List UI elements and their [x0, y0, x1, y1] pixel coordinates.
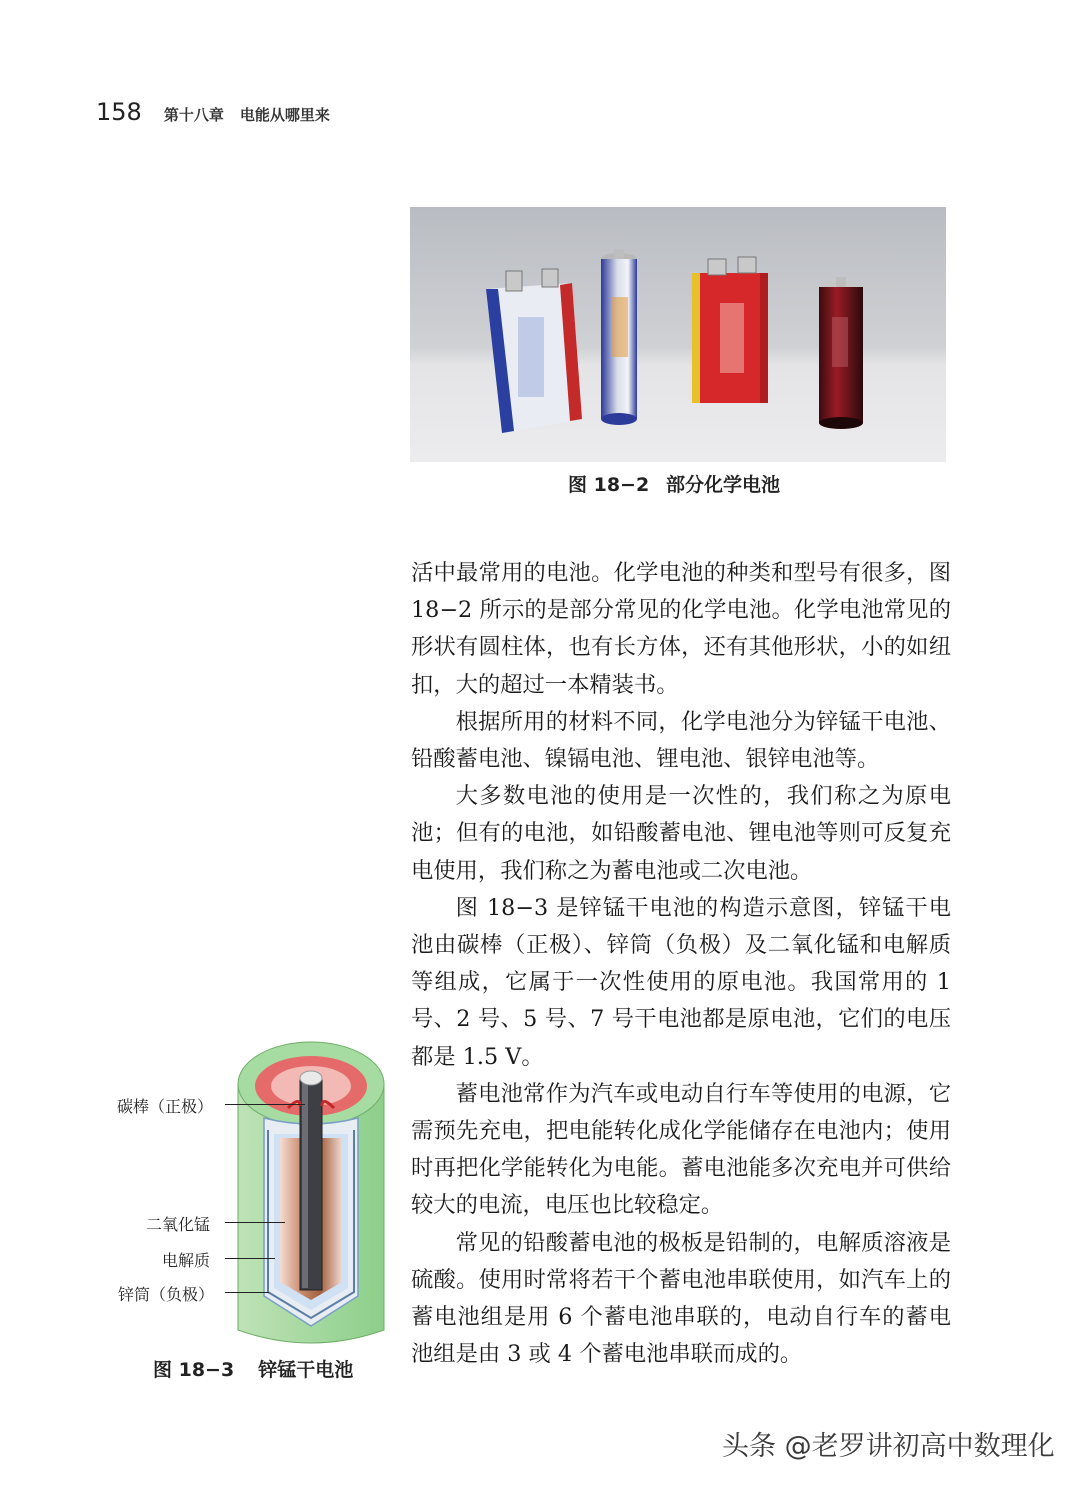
paragraph-3: 大多数电池的使用是一次性的，我们称之为原电池；但有的电池，如铅酸蓄电池、锂电池等则可反复充电使用，我们称之为蓄电池或二次电池。 — [411, 783, 951, 884]
chapter-title: 电能从哪里来 — [239, 106, 330, 124]
paragraph-5: 蓄电池常作为汽车或电动自行车等使用的电源，它需预先充电，把电能转化成化学能储存在电池内；使用时再把化学能转化为电能。蓄电池能多次充电并可供给较大的电流，电压也比较稳定。 — [411, 1080, 951, 1219]
paragraph-4: 图 18−3 是锌锰干电池的构造示意图，锌锰干电池由碳棒（正极）、锌筒（负极）及二氧化锰和电解质等组成，它属于一次性使用的原电池。我国常用的 1 号、2 号、5 号、7 号干电池都是原电池，它们的电压都是 1.5 V。 — [411, 894, 951, 1070]
battery-9v-red — [692, 257, 768, 403]
page-number: 158 — [96, 98, 142, 126]
figure-18-2-label: 图 18−2 — [568, 474, 650, 496]
label-manganese-dioxide: 二氧化锰 — [146, 1215, 211, 1234]
figure-18-3-caption — [153, 1355, 353, 1382]
label-zinc-can: 锌筒（负极） — [118, 1285, 215, 1304]
page-header — [96, 98, 330, 126]
leader-carbon-rod — [225, 1104, 305, 1105]
zinc-manganese-cell-diagram — [228, 1034, 394, 1352]
label-carbon-rod: 碳棒（正极） — [117, 1097, 214, 1116]
battery-9v-white — [486, 269, 582, 433]
leader-electrolyte — [225, 1258, 275, 1259]
figure-18-3-label: 图 18−3 — [153, 1359, 235, 1381]
chapter-heading — [164, 104, 330, 125]
leader-zinc-can — [225, 1292, 269, 1293]
watermark: 头条 @老罗讲初高中数理化 — [722, 1431, 1055, 1462]
figure-18-2-title: 部分化学电池 — [666, 474, 781, 496]
label-electrolyte: 电解质 — [162, 1251, 211, 1270]
leader-manganese-dioxide — [225, 1222, 285, 1223]
paragraph-1: 活中最常用的电池。化学电池的种类和型号有很多，图 18−2 所示的是部分常见的化学电池。化学电池常见的形状有圆柱体，也有长方体，还有其他形状，小的如纽扣，大的超过一本精装书。 — [411, 560, 951, 698]
paragraph-6: 常见的铅酸蓄电池的极板是铅制的，电解质溶液是硫酸。使用时常将若干个蓄电池串联使用，如汽车上的蓄电池组是用 6 个蓄电池串联的，电动自行车的蓄电池组是由 3 或 4 个蓄电池串联而成的。 — [411, 1229, 951, 1368]
paragraph-2: 根据所用的材料不同，化学电池分为锌锰干电池、铅酸蓄电池、镍镉电池、锂电池、银锌电池等。 — [411, 708, 951, 773]
chapter-label: 第十八章 — [163, 106, 224, 124]
figure-18-3-title: 锌锰干电池 — [258, 1359, 354, 1381]
battery-photo — [410, 207, 946, 462]
body-text — [411, 555, 951, 1373]
battery-aa-red — [819, 277, 863, 429]
battery-aa-blue — [601, 249, 637, 425]
